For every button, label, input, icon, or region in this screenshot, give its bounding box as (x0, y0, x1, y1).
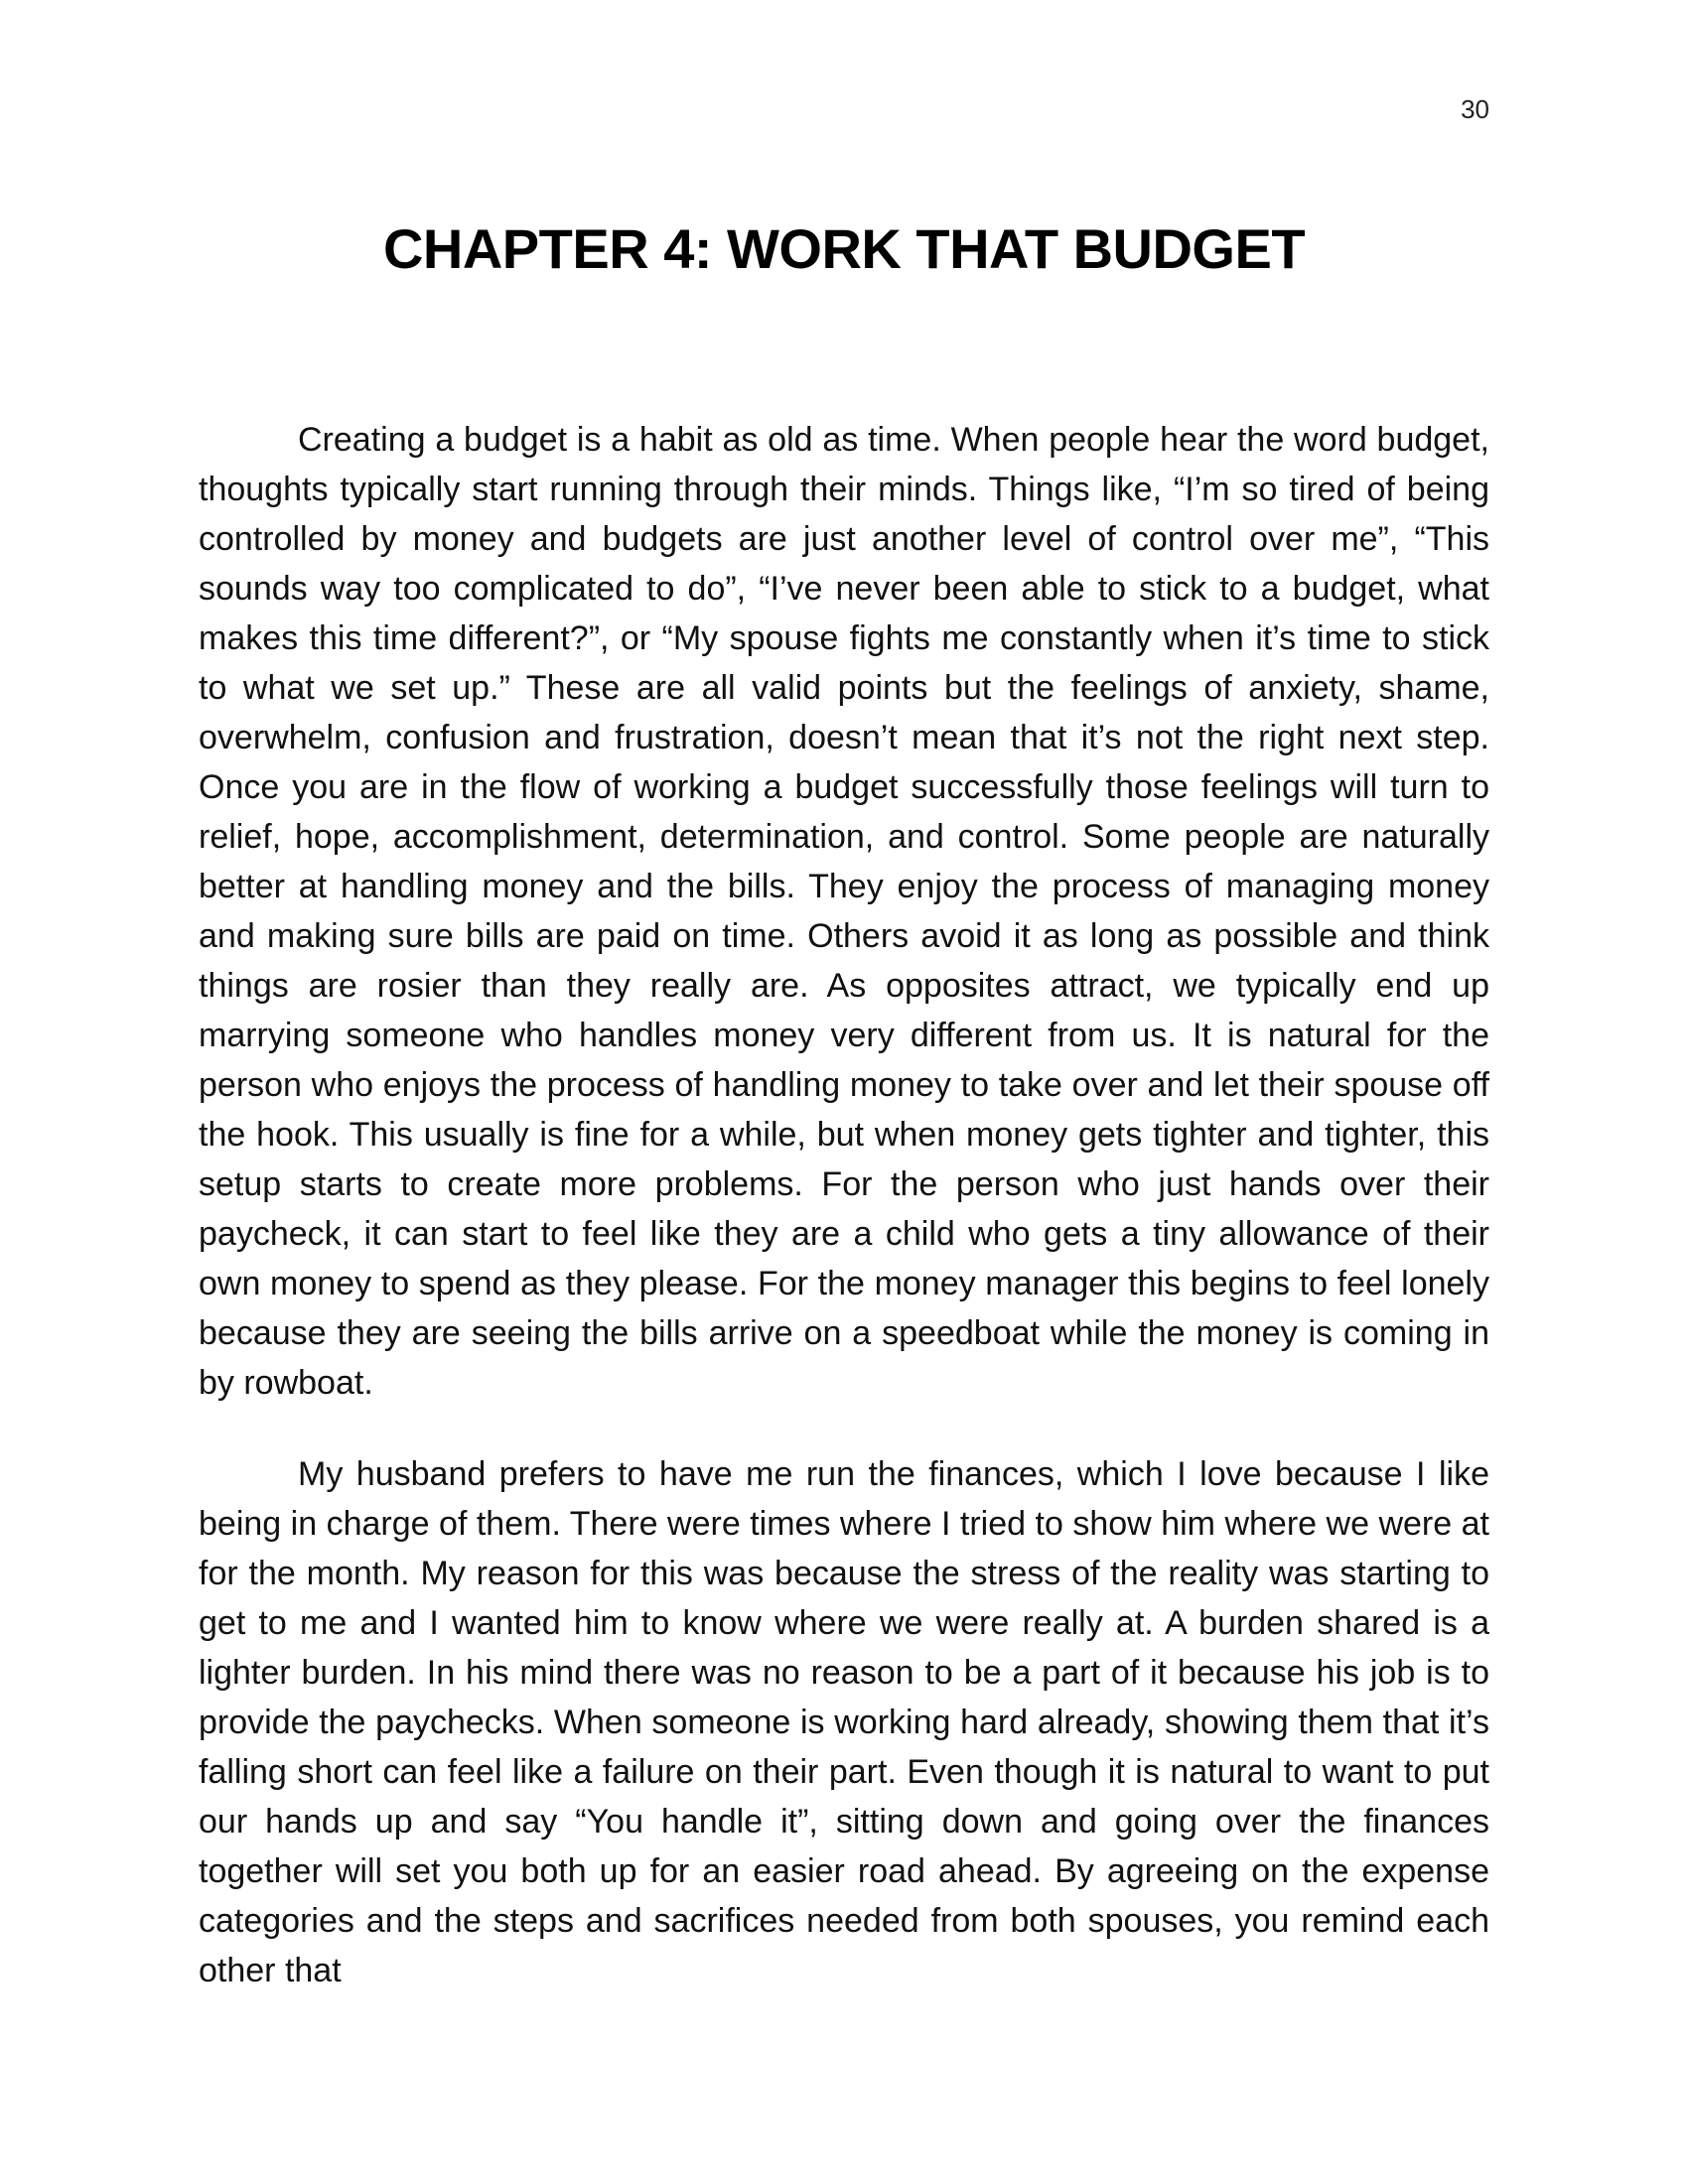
body-text (199, 415, 1489, 2037)
page-number: 30 (1461, 94, 1489, 124)
paragraph: Creating a budget is a habit as old as time. When people hear the word budget, thoughts typically start running through their minds. Things like, “I’m so tired of being controlled by money and budgets are just another level of control over me”, “This sounds way too complicated to do”, “I’ve never been able to stick to a budget, what makes this time different?”, or “My spouse fights me constantly when it’s time to stick to what we set up.” These are all valid points but the feelings of anxiety, shame, overwhelm, confusion and frustration, doesn’t mean that it’s not the right next step. Once you are in the flow of working a budget successfully those feelings will turn to relief, hope, accomplishment, determination, and control. Some people are naturally better at handling money and the bills. They enjoy the process of managing money and making sure bills are paid on time. Others avoid it as long as possible and think things are rosier than they really are. As opposites attract, we typically end up marrying someone who handles money very different from us. It is natural for the person who enjoys the process of handling money to take over and let their spouse off the hook. This usually is fine for a while, but when money gets tighter and tighter, this setup starts to create more problems. For the person who just hands over their paycheck, it can start to feel like they are a child who gets a tiny allowance of their own money to spend as they please. For the money manager this begins to feel lonely because they are seeing the bills arrive on a speedboat while the money is coming in by rowboat. (199, 421, 1489, 1402)
chapter-title: CHAPTER 4: WORK THAT BUDGET (382, 217, 1306, 280)
paragraph: My husband prefers to have me run the finances, which I love because I like being in charge of them. There were times where I tried to show him where we were at for the month. My reason for this was because the stress of the reality was starting to get to me and I wanted him to know where we were really at. A burden shared is a lighter burden. In his mind there was no reason to be a part of it because his job is to provide the paychecks. When someone is working hard already, showing them that it’s falling short can feel like a failure on their part. Even though it is natural to want to put our hands up and say “You handle it”, sitting down and going over the finances together will set you both up for an easier road ahead. By agreeing on the expense categories and the steps and sacrifices needed from both spouses, you remind each other that (199, 1455, 1489, 1989)
